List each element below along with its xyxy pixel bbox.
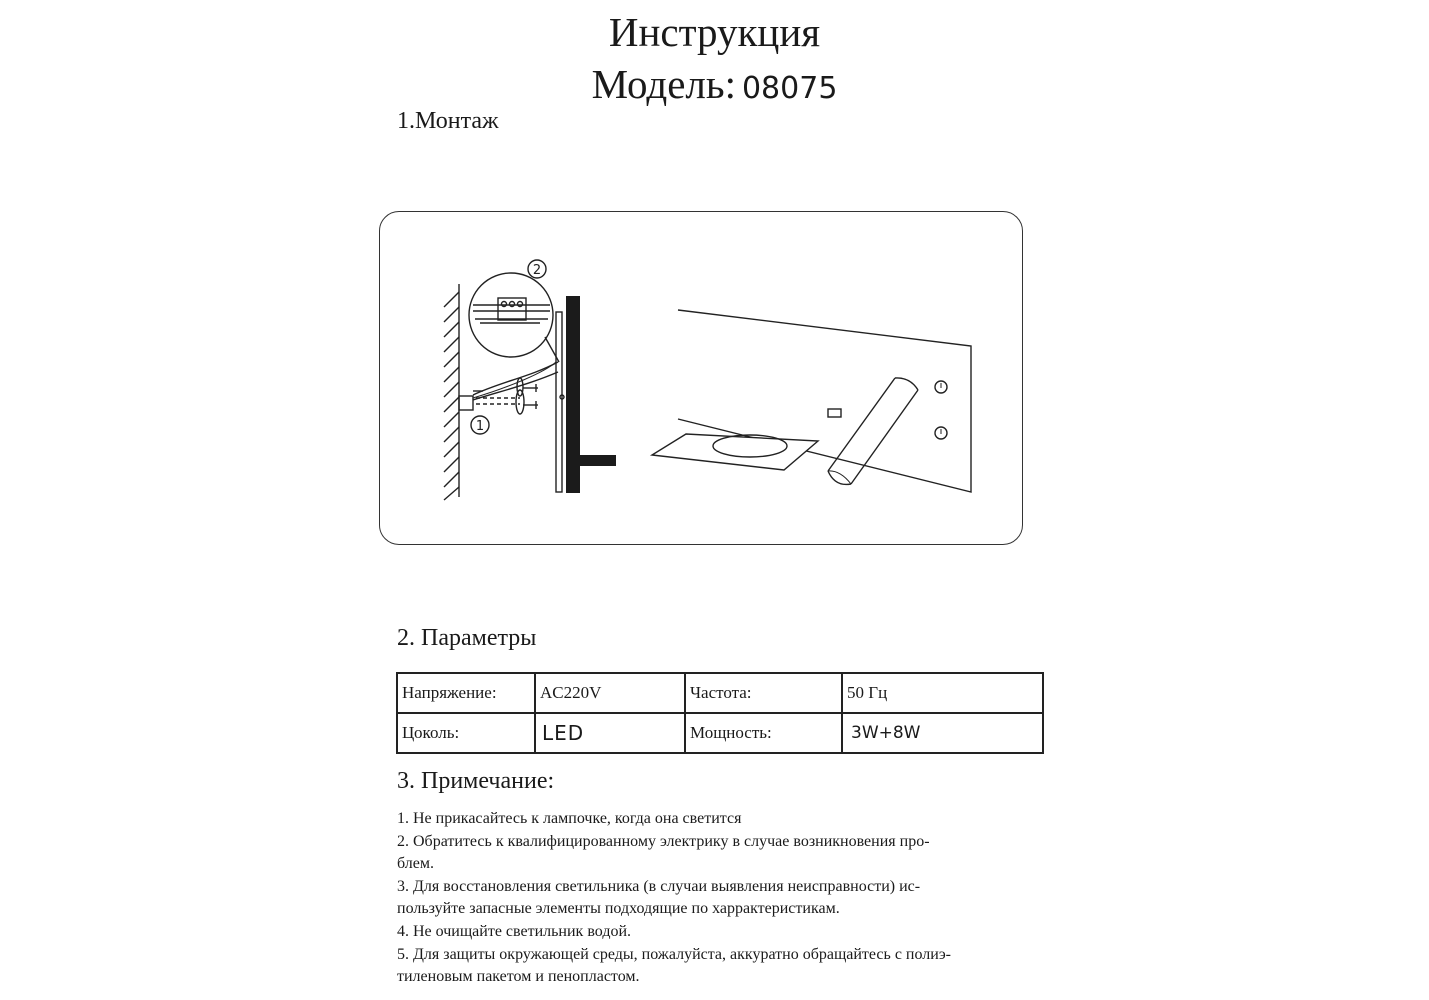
- frequency-label: Частота:: [685, 673, 842, 713]
- mounting-bracket: [459, 396, 473, 410]
- lamp-side-shelf: [566, 455, 616, 466]
- model-number: 08075: [741, 71, 838, 106]
- table-row: [397, 713, 1043, 753]
- list-item: блем.: [397, 855, 434, 873]
- step-2-label: 2: [532, 263, 542, 278]
- notes-list: [397, 808, 1057, 989]
- lamp-side-backplate: [556, 312, 562, 492]
- mounting-diagram: [379, 211, 1023, 545]
- voltage-value: AC220V: [535, 673, 685, 713]
- list-item: 2. Обратитесь к квалифицированному электрику в случае возникновения про-: [397, 832, 930, 850]
- wire-1: [473, 362, 558, 395]
- power-label: Мощность:: [685, 713, 842, 753]
- list-item: 1. Не прикасайтесь к лампочке, когда она светится: [397, 810, 742, 827]
- document-title: Инструкция: [608, 9, 821, 55]
- lamp-front-panel: [678, 310, 971, 492]
- reading-light-arm: [828, 378, 918, 485]
- model-label: Модель:: [591, 61, 736, 107]
- section-mounting-heading: 1.Монтаж: [397, 108, 499, 134]
- parameters-table: [396, 672, 1044, 754]
- voltage-label: Напряжение:: [397, 673, 535, 713]
- base-value: LED: [535, 713, 685, 753]
- power-value: 3W+8W: [842, 713, 1043, 753]
- switch-indicator: [828, 409, 841, 417]
- list-item: 3. Для восстановления светильника (в случаи выявления неисправности) ис-: [397, 877, 921, 895]
- list-item: 4. Не очищайте светильник водой.: [397, 922, 632, 940]
- section-parameters-heading: 2. Параметры: [397, 625, 537, 651]
- frequency-value: 50 Гц: [842, 673, 1043, 713]
- base-label: Цоколь:: [397, 713, 535, 753]
- wall-hatching: [444, 292, 459, 500]
- list-item: 5. Для защиты окружающей среды, пожалуйста, аккуратно обращайтесь с полиэ-: [397, 945, 952, 963]
- terminal-block-detail: [473, 298, 550, 323]
- table-row: [397, 673, 1043, 713]
- step-1-label: 1: [475, 419, 485, 434]
- list-item: тиленовым пакетом и пенопластом.: [397, 968, 640, 986]
- lamp-front-shelf: [652, 434, 818, 470]
- mounting-diagram-drawing: [380, 212, 1024, 546]
- section-notes-heading: 3. Примечание:: [397, 768, 555, 794]
- list-item: пользуйте запасные элементы подходящие по харрактеристикам.: [397, 900, 840, 918]
- model-line: [0, 60, 1429, 113]
- connector-detail-bubble: [469, 273, 553, 357]
- wire-2: [473, 372, 558, 400]
